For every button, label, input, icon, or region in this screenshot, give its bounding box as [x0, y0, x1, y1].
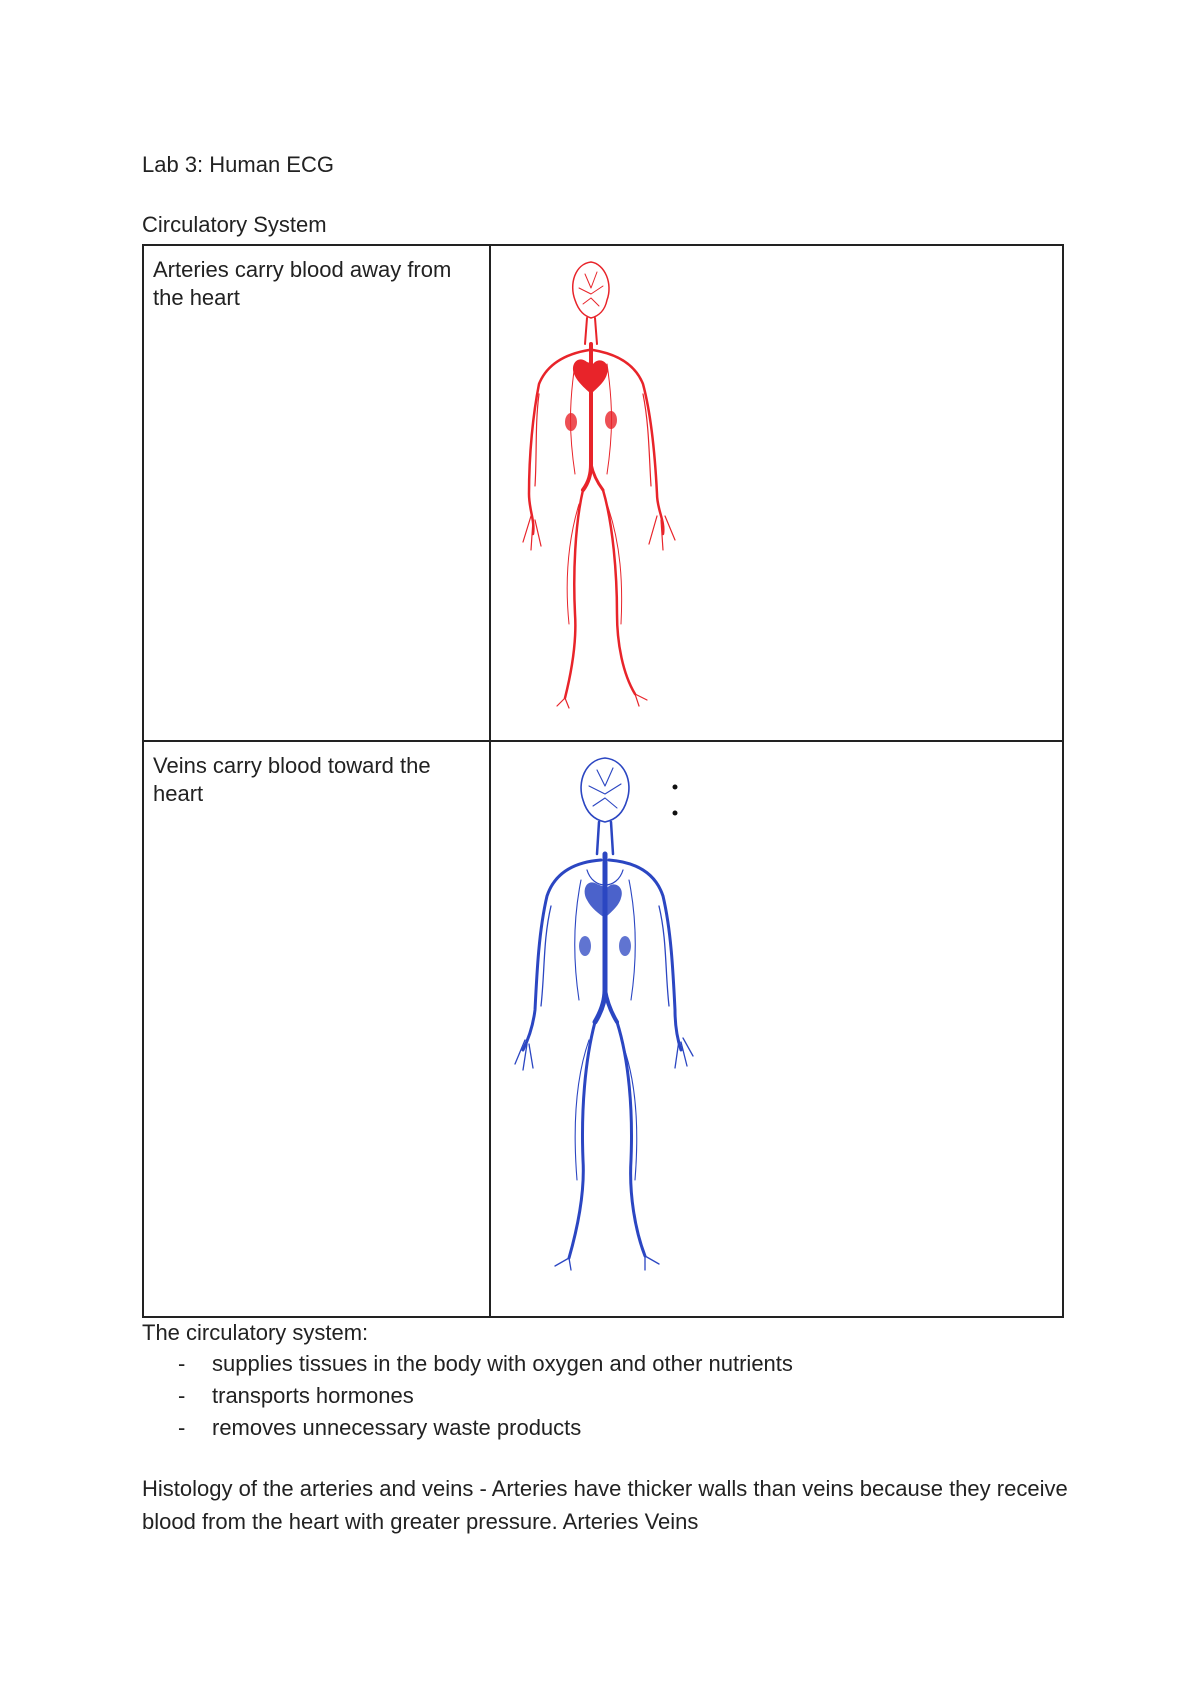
bullet-marker: - [178, 1383, 186, 1408]
veins-image-cell [490, 741, 1063, 1317]
table-row [143, 741, 1063, 1317]
list-item [142, 1348, 1064, 1380]
bullet-marker: - [178, 1415, 186, 1440]
document-page [142, 150, 1068, 1560]
list-item [142, 1380, 1064, 1412]
histology-paragraph: Histology of the arteries and veins - Arteries have thicker walls than veins because they receive blood from the heart with greater pressure. Arteries Veins [142, 1476, 1068, 1534]
arteries-image-cell [490, 245, 1063, 741]
document-title: Lab 3: Human ECG [142, 152, 334, 177]
veins-description: Veins carry blood toward the heart [143, 741, 490, 1317]
list-item-text: transports hormones [212, 1383, 414, 1408]
arteries-description: Arteries carry blood away from the heart [143, 245, 490, 741]
list-item-text: supplies tissues in the body with oxygen and other nutrients [212, 1351, 793, 1376]
venous-system-figure [505, 750, 705, 1290]
section-title: Circulatory System [142, 212, 327, 237]
bullet-marker: - [178, 1351, 186, 1376]
summary-heading: The circulatory system: [142, 1320, 369, 1345]
list-item [142, 1412, 1064, 1444]
arterial-system-figure [505, 254, 705, 714]
circulatory-table [142, 244, 1064, 1318]
function-list [142, 1348, 1064, 1444]
table-row [143, 245, 1063, 741]
list-item-text: removes unnecessary waste products [212, 1415, 582, 1440]
